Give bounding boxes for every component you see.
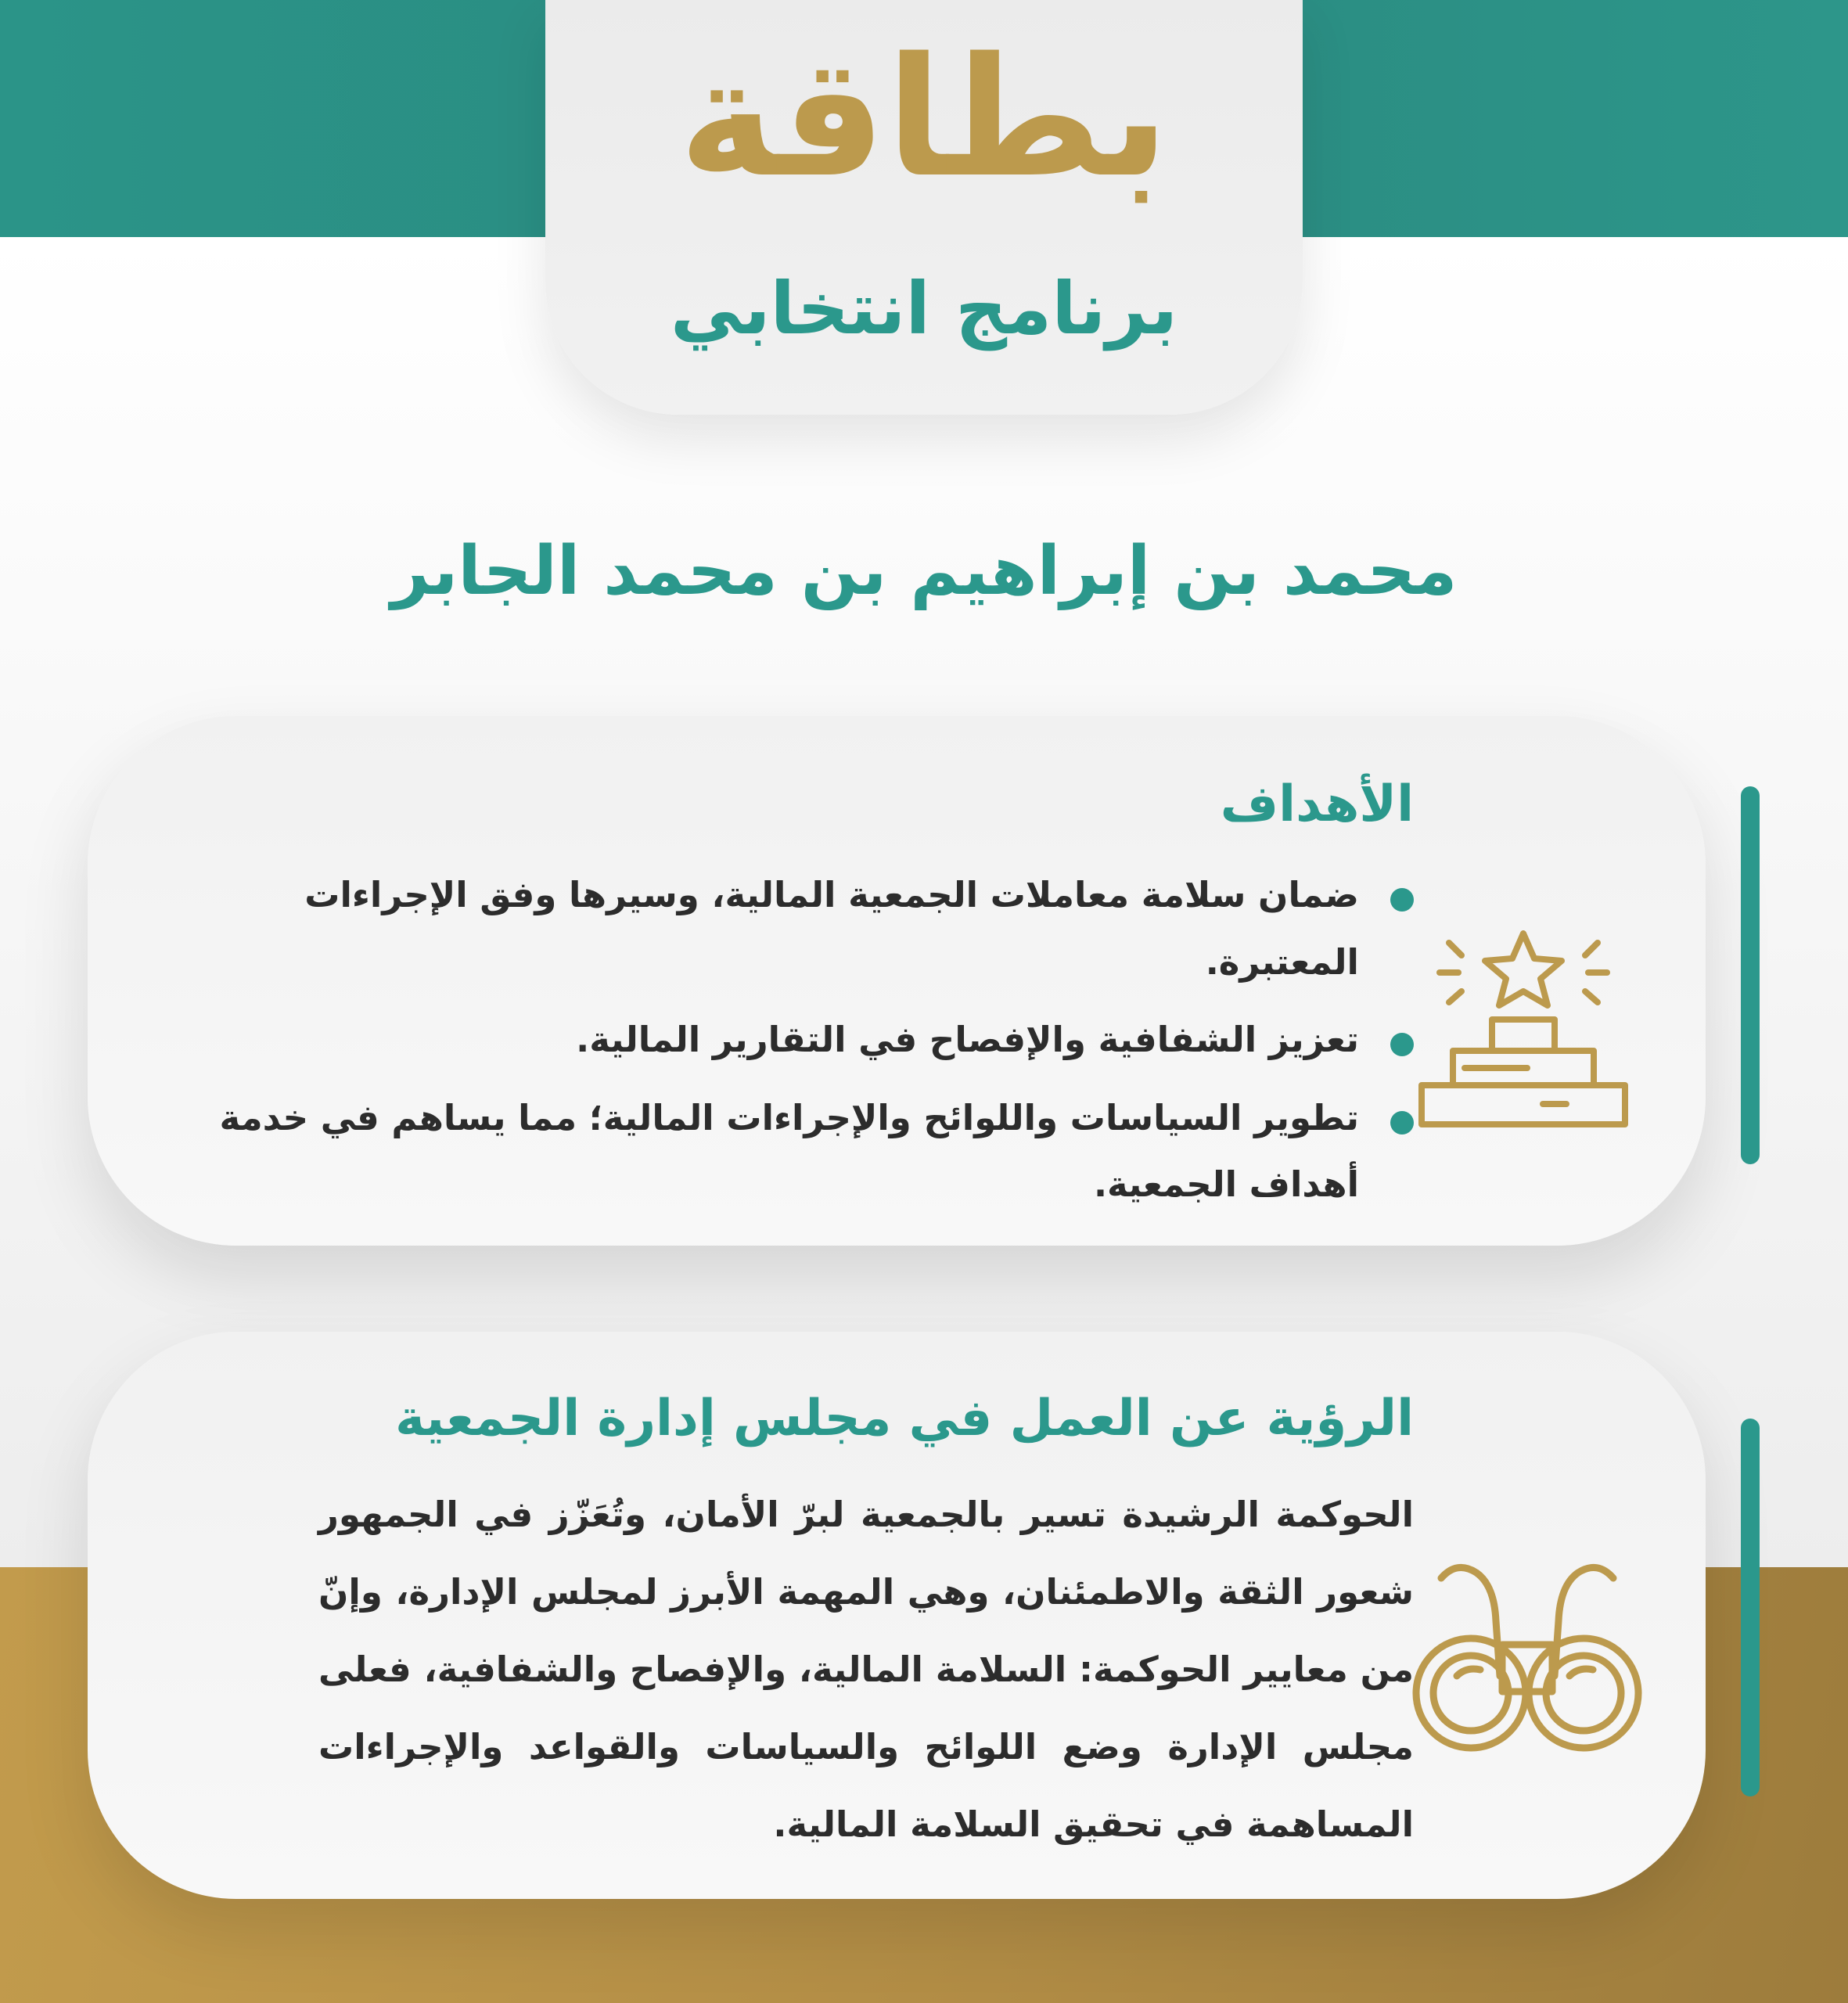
vision-paragraph: الحوكمة الرشيدة تسير بالجمعية لبرّ الأمان، وتُعَزّز في الجمهور شعور الثقة والاطمئنان، وهي المهمة الأبرز لمجلس الإدارة، وإنّ من معايير الحوكمة: السلامة المالية، والإفصاح والشفافية، فعلى مجلس الإدارة وضع اللوائح والسياسات والقواعد والإجراءات المساهمة في تحقيق السلامة المالية. — [318, 1494, 1414, 1846]
bullet-dot — [1390, 888, 1414, 912]
goals-list — [185, 861, 1414, 1218]
title-tab — [545, 0, 1303, 415]
goals-card — [88, 716, 1706, 1246]
bullet-dot — [1390, 1033, 1414, 1056]
candidate-name: محمد بن إبراهيم بن محمد الجابر — [390, 532, 1458, 610]
bullet-dot — [1390, 1111, 1414, 1135]
goals-accent-bar — [1741, 786, 1760, 1164]
goal-text: ضمان سلامة معاملات الجمعية المالية، وسيرها وفق الإجراءات المعتبرة. — [304, 874, 1359, 983]
list-item — [185, 1006, 1414, 1073]
goal-text: تطوير السياسات واللوائح والإجراءات المالية؛ مما يساهم في خدمة أهداف الجمعية. — [219, 1096, 1359, 1206]
page-title: بطاقة — [678, 22, 1170, 214]
page-subtitle: برنامج انتخابي — [670, 267, 1178, 351]
binoculars-icon — [1410, 1559, 1645, 1754]
vision-heading: الرؤية عن العمل في مجلس إدارة الجمعية — [395, 1390, 1414, 1447]
goals-content — [185, 771, 1414, 1229]
podium-star-icon — [1418, 927, 1629, 1131]
vision-content — [185, 1385, 1414, 1863]
goals-heading: الأهداف — [1220, 775, 1414, 833]
list-item — [185, 861, 1414, 995]
vision-card — [88, 1332, 1706, 1899]
goal-text: تعزيز الشفافية والإفصاح في التقارير المالية. — [576, 1019, 1359, 1061]
list-item — [185, 1084, 1414, 1218]
vision-accent-bar — [1741, 1419, 1760, 1796]
